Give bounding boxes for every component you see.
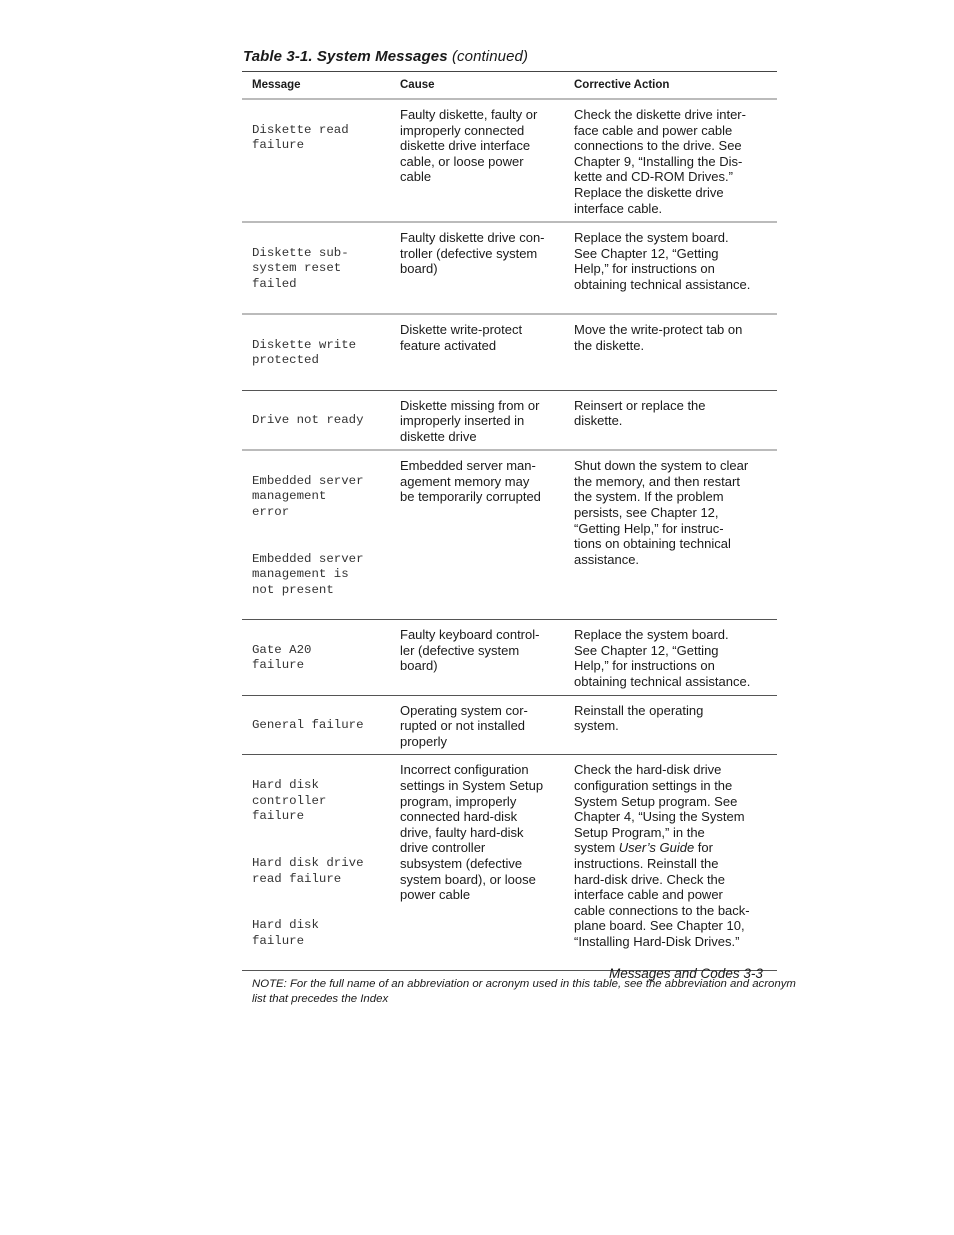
message-text: Hard disk controller failure <box>252 777 327 824</box>
message-text: Embedded server management error <box>252 473 364 520</box>
guide-title: User’s Guide <box>618 840 695 856</box>
cause-cell: Faulty keyboard control- ler (defective system board) <box>400 627 540 674</box>
message-text: Hard disk drive read failure <box>252 855 364 886</box>
action-text: for instructions. Reinstall the hard-disk drive. Check the interface cable and power cable connections to the back- plane board. See Chapter 10, “Installing Hard-Disk Drives.” <box>574 840 750 949</box>
table-row <box>242 755 777 971</box>
header-cause: Cause <box>400 79 435 91</box>
table-row <box>242 451 777 620</box>
table-row <box>242 620 777 695</box>
message-text: Diskette sub- system reset failed <box>252 245 349 291</box>
table-title-continued: (continued) <box>451 48 529 65</box>
message-text: Drive not ready <box>252 413 364 428</box>
message-text: General failure <box>252 718 364 733</box>
message-text: Diskette write protected <box>252 337 357 368</box>
message-cell <box>242 620 390 694</box>
cause-cell: Faulty diskette drive con- troller (defective system board) <box>400 230 545 277</box>
action-cell: Replace the system board. See Chapter 12, “Getting Help,” for instructions on obtaining technical assistance. <box>574 230 751 292</box>
message-cell <box>242 223 390 313</box>
cause-cell: Operating system cor- rupted or not installed properly <box>400 702 528 749</box>
message-text: Embedded server management is not present <box>252 551 364 598</box>
action-cell: Check the diskette drive inter- face cable and power cable connections to the drive. See Chapter 9, “Installing the Dis- kette and CD-ROM Drives.” Replace the diskette drive interface cable. <box>574 107 746 216</box>
table-header <box>242 72 777 100</box>
cause-cell: Diskette missing from or improperly inserted in diskette drive <box>400 397 540 444</box>
table-title <box>243 48 777 65</box>
page-content <box>242 48 796 1007</box>
table-row <box>242 696 777 756</box>
message-text: Gate A20 failure <box>252 642 312 673</box>
page-footer: Messages and Codes 3-3 <box>609 966 763 981</box>
action-cell: Replace the system board. See Chapter 12, “Getting Help,” for instructions on obtaining technical assistance. <box>574 627 751 689</box>
header-action: Corrective Action <box>574 79 670 91</box>
message-cell <box>242 755 390 970</box>
action-cell: Reinsert or replace the diskette. <box>574 397 706 429</box>
table-note: NOTE: For the full name of an abbreviation or acronym used in this table, see the abbreviation and acronym list that precedes the Index <box>252 978 796 1006</box>
table-title-main: Table 3-1. System Messages <box>243 48 448 65</box>
cause-cell: Embedded server man- agement memory may be temporarily corrupted <box>400 458 541 505</box>
message-cell <box>242 451 390 619</box>
message-cell <box>242 315 390 389</box>
message-text: Hard disk failure <box>252 918 319 948</box>
table-row <box>242 315 777 390</box>
message-cell <box>242 100 390 221</box>
cause-cell: Incorrect configuration settings in System Setup program, improperly connected hard-disk drive, faulty hard-disk drive controller subsystem (defective system board), or loose power cable <box>400 762 544 903</box>
cause-cell: Diskette write-protect feature activated <box>400 322 523 353</box>
table-row <box>242 223 777 315</box>
header-message: Message <box>252 79 301 91</box>
action-cell <box>565 755 777 970</box>
action-cell: Shut down the system to clear the memory, and then restart the system. If the problem persists, see Chapter 12, “Getting Help,” for instruc- tions on obtaining technical assistance. <box>574 458 749 567</box>
action-cell: Reinstall the operating system. <box>574 702 704 734</box>
table-row <box>242 391 777 452</box>
action-text: Check the hard-disk drive configuration settings in the System Setup program. See Chapter 4, “Using the System Setup Program,” in the system <box>574 762 745 856</box>
action-cell: Move the write-protect tab on the diskette. <box>574 322 743 353</box>
message-text: Diskette read failure <box>252 122 349 153</box>
message-cell <box>242 696 390 755</box>
cause-cell: Faulty diskette, faulty or improperly connected diskette drive interface cable, or loose power cable <box>400 107 538 185</box>
table-row <box>242 100 777 223</box>
message-cell <box>242 391 390 450</box>
